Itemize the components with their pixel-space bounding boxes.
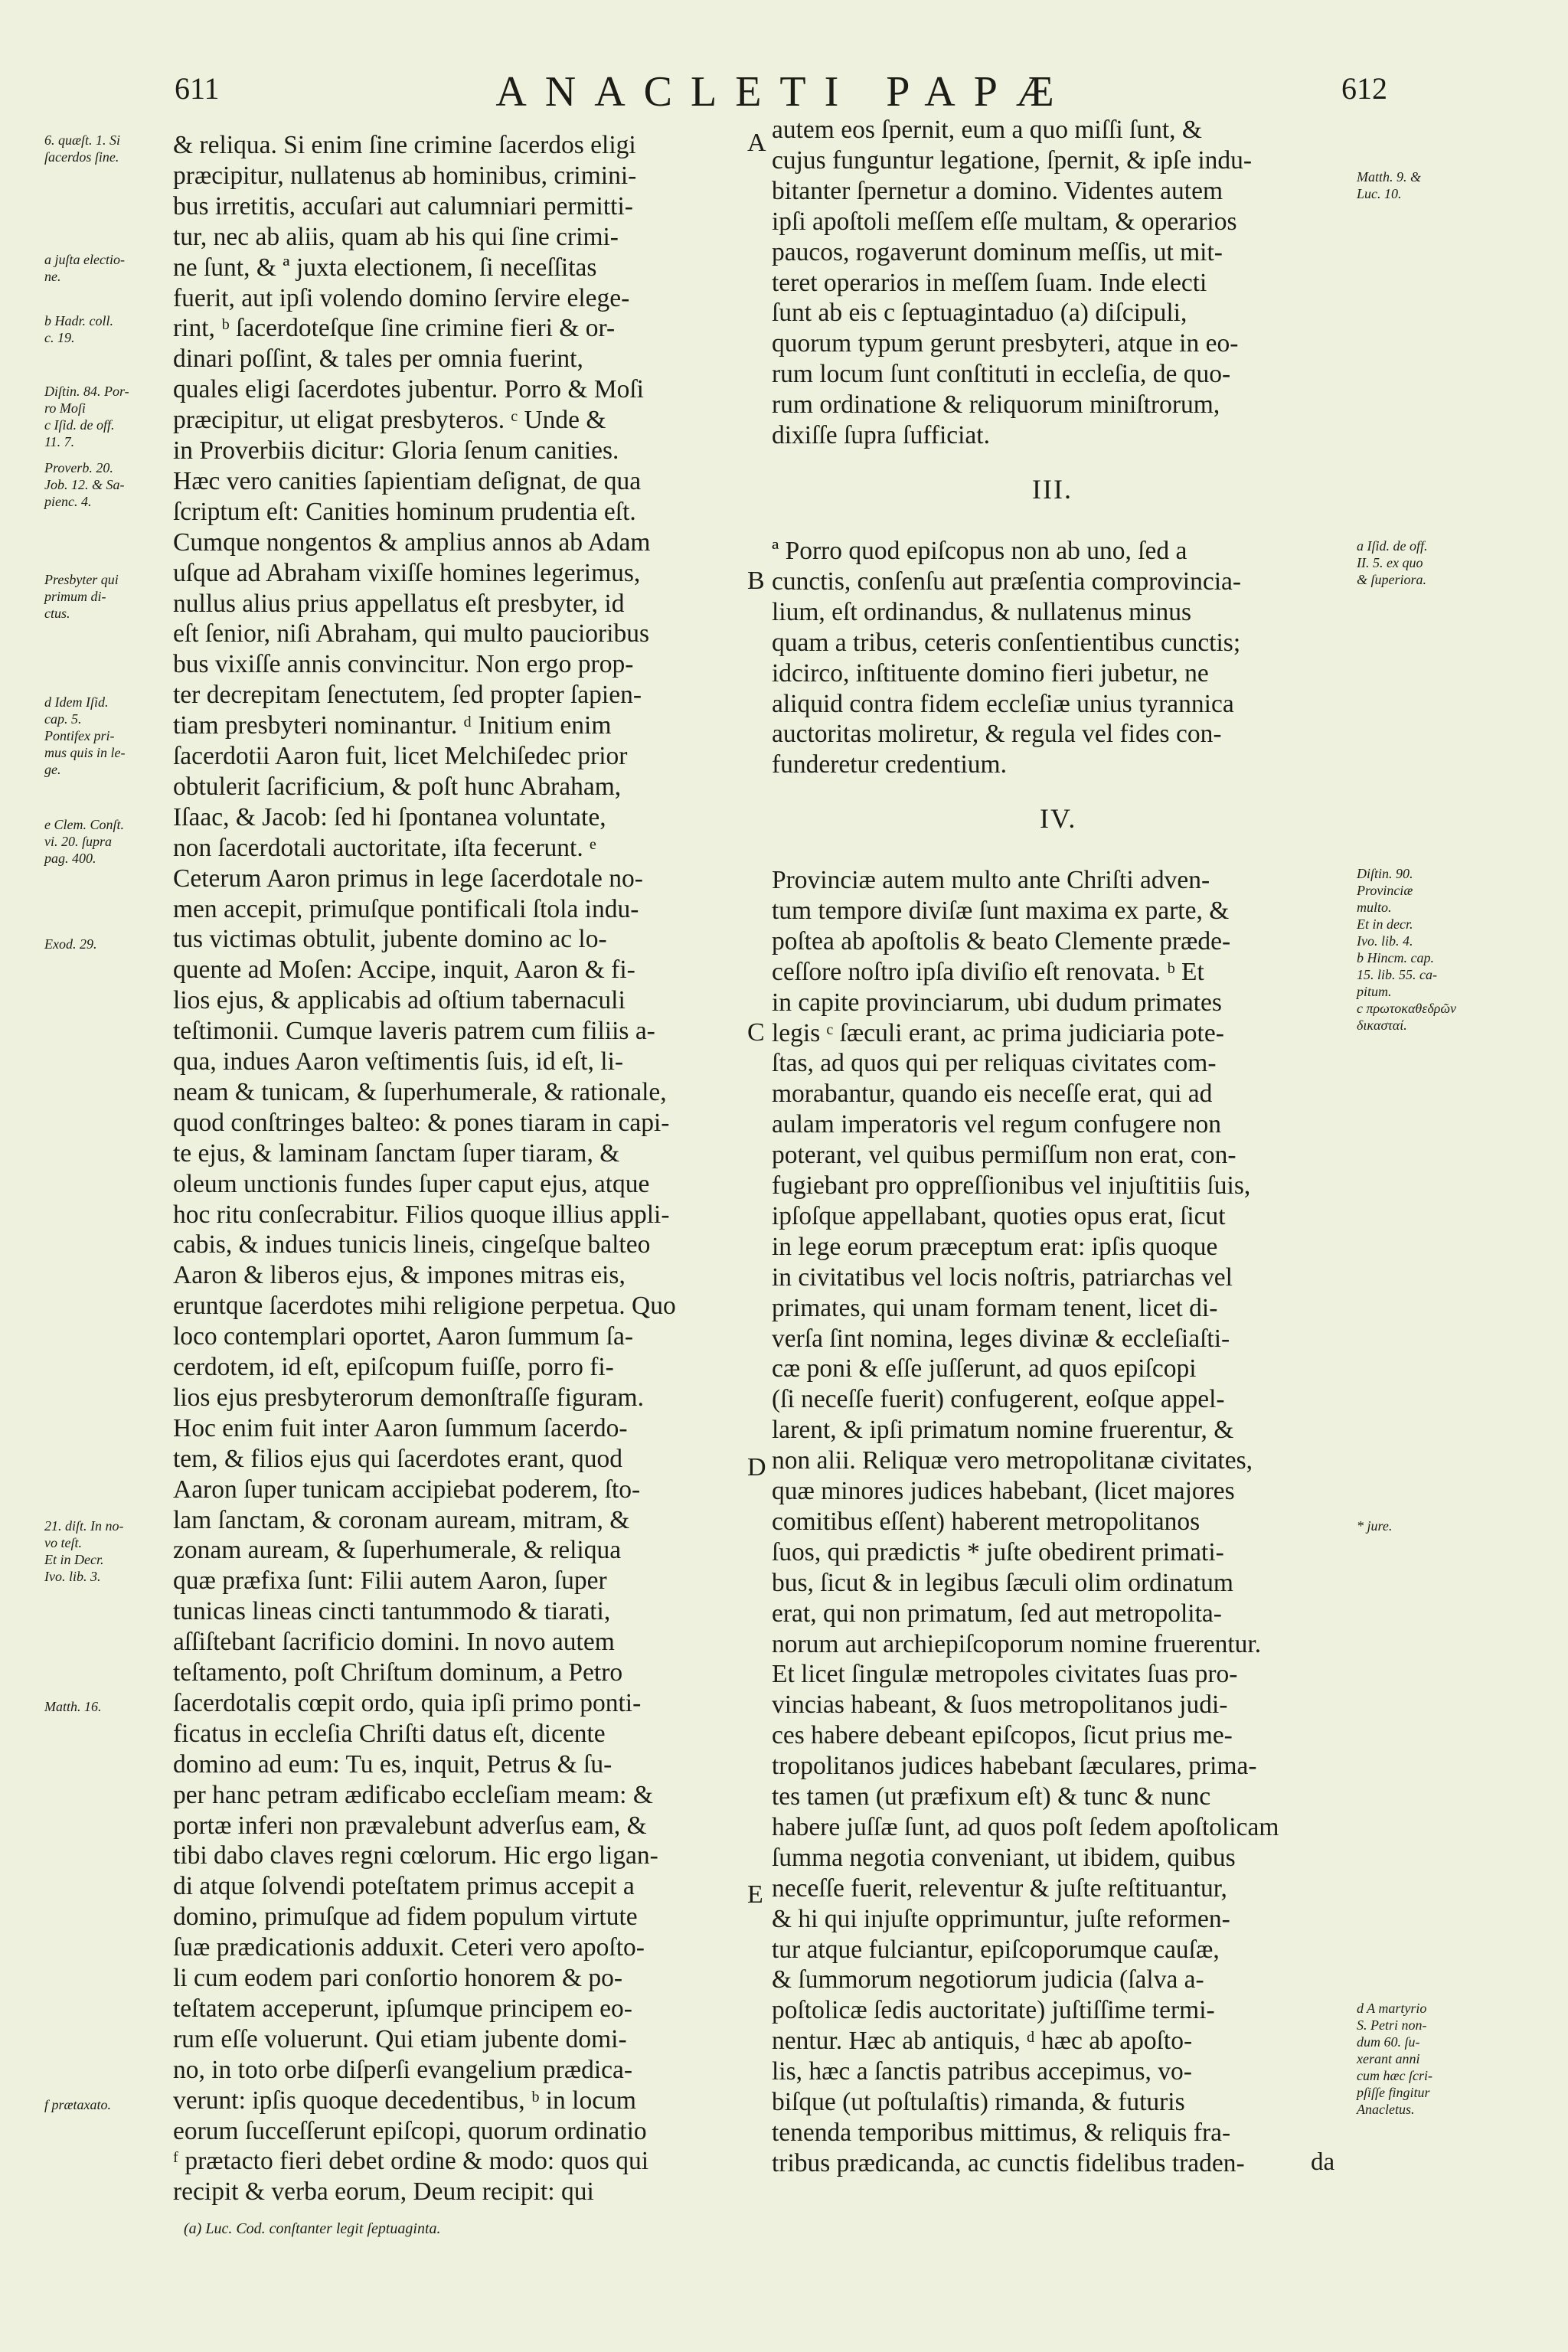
right-margin-note: Diſtin. 90. Provinciæ multo. Et in decr. Ivo. lib. 4. b Hincm. cap. 15. lib. 55. ca- pitum. c πρωτοκαθεδρῶν δικασταί. xyxy=(1357,866,1457,1033)
text-line: verunt: ipſis quoque decedentibus, ᵇ in locum xyxy=(173,2086,636,2115)
text-line: (ſi neceſſe fuerit) confugerent, eoſque appel- xyxy=(772,1385,1225,1414)
text-line: lios ejus presbyterorum demonſtraſſe figuram. xyxy=(173,1383,644,1412)
text-line: ᶠ prætacto fieri debet ordine & modo: quos qui xyxy=(173,2147,649,2176)
text-line: præcipitur, nullatenus ab hominibus, crimini- xyxy=(173,161,637,190)
text-line: obtulerit ſacrificium, & poſt hunc Abraham, xyxy=(173,772,622,801)
text-line: rum ordinatione & reliquorum miniſtrorum, xyxy=(772,390,1220,420)
text-line: rum locum ſunt conſtituti in eccleſia, de quo- xyxy=(772,360,1231,389)
text-line: qua, indues Aaron veſtimentis ſuis, id eſt, li- xyxy=(173,1047,624,1076)
left-margin-note: a juſta electio- ne. xyxy=(44,252,125,284)
text-line: larent, & ipſi primatum nomine fruerentur, & xyxy=(772,1416,1234,1445)
left-margin-note: Diſtin. 84. Por- ro Moſi c Iſid. de off. 11. 7. xyxy=(44,384,129,449)
text-line: rint, ᵇ ſacerdoteſque ſine crimine fieri & or- xyxy=(173,314,616,343)
left-margin-note: Exod. 29. xyxy=(44,936,97,952)
text-line: poſtea ab apoſtolis & beato Clemente præde- xyxy=(772,926,1231,956)
text-line: eſt ſenior, niſi Abraham, qui multo paucioribus xyxy=(173,619,650,648)
text-line: lam ſanctam, & coronam auream, mitram, & xyxy=(173,1505,630,1534)
text-line: ficatus in eccleſia Chriſti datus eſt, dicente xyxy=(173,1719,606,1748)
left-margin-note: f prætaxato. xyxy=(44,2097,112,2112)
text-line: ſtas, ad quos qui per reliquas civitates com- xyxy=(772,1049,1217,1078)
text-line: fugiebant pro oppreſſionibus vel injuſtitiis ſuis, xyxy=(772,1171,1251,1200)
text-line: zonam auream, & ſuperhumerale, & reliqua xyxy=(173,1536,622,1565)
text-line: in Proverbiis dicitur: Gloria ſenum canities. xyxy=(173,436,619,465)
text-line: in capite provinciarum, ubi dudum primates xyxy=(772,988,1222,1017)
text-line: paucos, rogaverunt dominum meſſis, ut mit- xyxy=(772,237,1223,266)
text-line: ipſi apoſtoli meſſem eſſe multam, & operarios xyxy=(772,207,1237,236)
right-margin-note: Matth. 9. & Luc. 10. xyxy=(1357,169,1421,201)
text-line: recipit & verba eorum, Deum recipit: qui xyxy=(173,2177,594,2207)
text-line: dinari poſſint, & tales per omnia fuerint, xyxy=(173,345,583,374)
text-line: di atque ſolvendi poteſtatem primus accepit a xyxy=(173,1872,635,1901)
text-line: Aaron & liberos ejus, & impones mitras eis, xyxy=(173,1261,626,1290)
text-line: tibi dabo claves regni cœlorum. Hic ergo ligan- xyxy=(173,1841,658,1870)
text-line: non alii. Reliquæ vero metropolitanæ civitates, xyxy=(772,1446,1253,1475)
text-line: uſque ad Abraham vixiſſe homines legerimus, xyxy=(173,558,641,587)
text-line: Et licet ſingulæ metropoles civitates ſuas pro- xyxy=(772,1660,1238,1689)
left-margin-note: 21. diſt. In no- vo teſt. Et in Decr. Ivo. lib. 3. xyxy=(44,1518,124,1584)
text-line: eorum ſucceſſerunt epiſcopi, quorum ordinatio xyxy=(173,2116,647,2145)
text-line: auctoritas moliretur, & regula vel fides con- xyxy=(772,720,1222,749)
text-line: tem, & filios ejus qui ſacerdotes erant, quod xyxy=(173,1444,623,1473)
text-line: lios ejus, & applicabis ad oſtium tabernaculi xyxy=(173,986,626,1015)
text-line: nullus alius prius appellatus eſt presbyter, id xyxy=(173,589,625,618)
text-line: no, in toto orbe diſperſi evangelium prædica- xyxy=(173,2055,633,2084)
left-margin-note: Presbyter qui primum di- ctus. xyxy=(44,572,119,621)
text-line: teret operarios in meſſem ſuam. Inde electi xyxy=(772,268,1207,297)
section-heading-3: III. xyxy=(1032,474,1073,505)
text-line: Ceterum Aaron primus in lege ſacerdotale no- xyxy=(173,864,643,893)
text-line: tum tempore diviſæ ſunt maxima ex parte, & xyxy=(772,896,1230,925)
section-heading-4: IV. xyxy=(1040,803,1077,834)
text-line: quam a tribus, ceteris conſentientibus cunctis; xyxy=(772,628,1241,657)
text-line: non ſacerdotali auctoritate, iſta fecerunt. ᵉ xyxy=(173,833,596,862)
left-margin-note: d Idem Iſid. cap. 5. Pontifex pri- mus quis in le- ge. xyxy=(44,694,126,777)
text-line: idcirco, inſtituente domino fieri jubetur, ne xyxy=(772,658,1209,688)
text-line: ipſoſque appellabant, quoties opus erat, ſicut xyxy=(772,1201,1226,1230)
text-line: men accepit, primuſque pontificali ſtola indu- xyxy=(173,894,639,923)
text-line: tunicas lineas cincti tantummodo & tiarati, xyxy=(173,1597,611,1626)
section-letter: C xyxy=(747,1018,765,1047)
text-line: Provinciæ autem multo ante Chriſti adven- xyxy=(772,866,1210,894)
text-line: comitibus eſſent) haberent metropolitanos xyxy=(772,1507,1200,1536)
text-line: in lege eorum præceptum erat: ipſis quoque xyxy=(772,1232,1218,1261)
text-line: habere juſſæ ſunt, ad quos poſt ſedem apoſtolicam xyxy=(772,1812,1279,1841)
text-line: oleum unctionis fundes ſuper caput ejus, atque xyxy=(173,1169,650,1198)
text-line: quales eligi ſacerdotes jubentur. Porro & Moſi xyxy=(173,375,644,404)
text-line: legis ᶜ ſæculi erant, ac prima judiciaria pote- xyxy=(772,1018,1224,1047)
text-line: lis, hæc a ſanctis patribus accepimus, vo- xyxy=(772,2057,1192,2086)
text-line: funderetur credentium. xyxy=(772,750,1007,779)
text-line: & reliqua. Si enim ſine crimine ſacerdos eligi xyxy=(173,131,636,159)
left-margin-note: e Clem. Conſt. vi. 20. ſupra pag. 400. xyxy=(44,817,124,866)
text-line: teſtatem acceperunt, ipſumque principem eo- xyxy=(173,1994,632,2023)
text-line: tribus prædicanda, ac cunctis fidelibus traden- xyxy=(772,2148,1245,2177)
text-line: portæ inferi non prævalebunt adverſus eam, & xyxy=(173,1811,647,1840)
text-line: poterant, vel quibus permiſſum non erat, con- xyxy=(772,1141,1236,1170)
text-line: ſuos, qui prædictis * juſte obedirent primati- xyxy=(772,1537,1224,1566)
text-line: ne ſunt, & ª juxta electionem, ſi neceſſitas xyxy=(173,253,597,282)
text-line: præcipitur, ut eligat presbyteros. ᶜ Unde & xyxy=(173,406,606,435)
right-margin-note: * jure. xyxy=(1357,1518,1393,1534)
section-letter: A xyxy=(747,129,766,157)
left-margin-note: Proverb. 20. Job. 12. & Sa- pienc. 4. xyxy=(44,460,125,509)
catchword: da xyxy=(1311,2148,1335,2176)
text-line: Cumque nongentos & amplius annos ab Adam xyxy=(173,528,651,557)
text-line: verſa ſint nomina, leges divinæ & eccleſiaſti- xyxy=(772,1324,1230,1353)
text-line: biſque (ut poſtulaſtis) rimanda, & futuris xyxy=(772,2088,1185,2116)
text-line: ſumma negotia conveniant, ut ibidem, quibus xyxy=(772,1843,1236,1872)
text-line: Iſaac, & Jacob: ſed hi ſpontanea voluntate, xyxy=(173,802,606,831)
text-line: tur, nec ab aliis, quam ab his qui ſine crimi- xyxy=(173,222,619,251)
text-line: cæ poni & eſſe juſſerunt, ad quos epiſcopi xyxy=(772,1354,1197,1383)
text-line: tiam presbyteri nominantur. ᵈ Initium enim xyxy=(173,711,612,740)
text-line: Aaron ſuper tunicam accipiebat poderem, ſto- xyxy=(173,1475,641,1504)
text-line: norum aut archiepiſcoporum nomine fruerentur. xyxy=(772,1629,1262,1658)
text-line: per hanc petram ædificabo eccleſiam meam: & xyxy=(173,1780,653,1809)
text-line: hoc ritu conſecrabitur. Filios quoque illius appli- xyxy=(173,1200,670,1229)
section-letter: B xyxy=(747,567,765,595)
text-line: lium, eſt ordinandus, & nullatenus minus xyxy=(772,597,1192,626)
left-margin-note: b Hadr. coll. c. 19. xyxy=(44,313,113,345)
text-line: fuerit, aut ipſi volendo domino ſervire elege- xyxy=(173,283,630,312)
text-line: erat, qui non primatum, ſed aut metropolita- xyxy=(772,1599,1222,1628)
text-line: domino ad eum: Tu es, inquit, Petrus & ſu- xyxy=(173,1749,612,1779)
page-number-left: 611 xyxy=(175,71,220,106)
text-line: nentur. Hæc ab antiquis, ᵈ hæc ab apoſto- xyxy=(772,2027,1193,2056)
left-margin-note: Matth. 16. xyxy=(44,1699,102,1714)
text-line: neceſſe fuerit, releventur & juſte reſtituantur, xyxy=(772,1873,1227,1903)
text-line: bus vixiſſe annis convincitur. Non ergo prop- xyxy=(173,650,634,679)
text-line: te ejus, & laminam ſanctam ſuper tiaram, & xyxy=(173,1138,620,1168)
text-line: quæ præfixa ſunt: Filii autem Aaron, ſuper xyxy=(173,1566,607,1596)
text-line: ces habere debeant epiſcopos, ſicut prius me- xyxy=(772,1721,1233,1750)
text-line: & ſummorum negotiorum judicia (ſalva a- xyxy=(772,1965,1204,1994)
text-line: ter decrepitam ſenectutem, ſed propter ſapien- xyxy=(173,681,642,710)
text-line: vincias habeant, & ſuos metropolitanos judi- xyxy=(772,1690,1228,1720)
text-line: tenenda temporibus mittimus, & reliquis fra- xyxy=(772,2118,1231,2147)
text-line: ſuæ prædicationis adduxit. Ceteri vero apoſto- xyxy=(173,1933,645,1962)
right-margin-note: a Iſid. de off. II. 5. ex quo & ſuperiora. xyxy=(1357,538,1428,587)
text-line: Hoc enim fuit inter Aaron ſummum ſacerdo- xyxy=(173,1413,628,1442)
text-line: aulam imperatoris vel regum confugere non xyxy=(772,1110,1221,1139)
text-line: ceſſore noſtro ipſa diviſio eſt renovata. ᵇ Et xyxy=(772,957,1204,986)
text-line: tropolitanos judices habebant ſæculares, prima- xyxy=(772,1752,1257,1781)
text-line: cunctis, conſenſu aut præſentia comprovincia- xyxy=(772,567,1242,596)
text-line: quod conſtringes balteo: & pones tiaram in capi- xyxy=(173,1108,670,1137)
text-line: in civitatibus vel locis noſtris, patriarchas vel xyxy=(772,1263,1233,1292)
text-line: & hi qui injuſte opprimuntur, juſte reformen- xyxy=(772,1904,1230,1933)
section-letter: D xyxy=(747,1453,766,1481)
text-line: bus, ſicut & in legibus ſæculi olim ordinatum xyxy=(772,1568,1233,1597)
text-line: ª Porro quod epiſcopus non ab uno, ſed a xyxy=(772,537,1187,565)
text-line: ſcriptum eſt: Canities hominum prudentia eſt. xyxy=(173,497,636,526)
text-line: eruntque ſacerdotes mihi religione perpetua. Quo xyxy=(173,1292,676,1321)
text-line: tur atque fulciantur, epiſcoporumque cauſæ, xyxy=(772,1935,1220,1964)
text-line: cabis, & indues tunicis lineis, cingeſque balteo xyxy=(173,1230,651,1259)
text-line: tus victimas obtulit, jubente domino ac lo- xyxy=(173,925,607,954)
text-line: li cum eodem pari conſortio honorem & po- xyxy=(173,1964,623,1992)
text-line: Hæc vero canities ſapientiam deſignat, de qua xyxy=(173,466,642,495)
text-line: morabantur, quando eis neceſſe erat, qui ad xyxy=(772,1080,1213,1109)
text-line: tes tamen (ut præfixum eſt) & tunc & nunc xyxy=(772,1782,1211,1811)
text-line: cerdotem, id eſt, epiſcopum fuiſſe, porro fi- xyxy=(173,1353,614,1381)
page-number-right: 612 xyxy=(1341,71,1387,106)
right-margin-note: d A martyrio S. Petri non- dum 60. ſu- xerant anni cum hæc ſcri- pſiſſe fingitur Anacletus. xyxy=(1357,2001,1432,2117)
text-line: bitanter ſpernetur a domino. Videntes autem xyxy=(772,176,1223,205)
text-line: teſtamento, poſt Chriſtum dominum, a Petro xyxy=(173,1658,623,1687)
left-margin-note: 6. quæſt. 1. Si ſacerdos ſine. xyxy=(44,132,121,165)
text-line: domino, primuſque ad fidem populum virtute xyxy=(173,1903,638,1932)
running-title: ANACLETI PAPÆ xyxy=(495,68,1073,116)
text-line: poſtolicæ ſedis auctoritate) juſtiſſime termi- xyxy=(772,1996,1215,2025)
footnote: (a) Luc. Cod. conſtanter legit ſeptuaginta. xyxy=(184,2220,441,2237)
text-line: cujus funguntur legatione, ſpernit, & ipſe indu- xyxy=(772,145,1253,175)
text-line: quente ad Moſen: Accipe, inquit, Aaron & fi- xyxy=(173,956,635,985)
text-line: loco contemplari oportet, Aaron ſummum ſa- xyxy=(173,1322,633,1351)
text-line: aliquid contra fidem eccleſiæ unius tyrannica xyxy=(772,689,1234,718)
text-line: primates, qui unam formam tenent, licet di- xyxy=(772,1293,1218,1322)
text-line: quæ minores judices habebant, (licet majores xyxy=(772,1477,1235,1505)
text-line: rum eſſe voluerunt. Qui etiam jubente domi- xyxy=(173,2024,627,2053)
text-line: bus irretitis, accuſari aut calumniari permitti- xyxy=(173,191,633,220)
text-line: ſacerdotalis cœpit ordo, quia ipſi primo ponti- xyxy=(173,1688,642,1717)
text-line: neam & tunicam, & ſuperhumerale, & rationale, xyxy=(173,1077,667,1106)
text-line: aſſiſtebant ſacrificio domini. In novo autem xyxy=(173,1628,615,1657)
text-line: ſacerdotii Aaron fuit, licet Melchiſedec prior xyxy=(173,742,628,770)
section-letter: E xyxy=(747,1880,763,1909)
text-line: quorum typum gerunt presbyteri, atque in eo- xyxy=(772,329,1239,358)
text-line: ſunt ab eis c ſeptuagintaduo (a) diſcipuli, xyxy=(772,299,1187,328)
text-line: autem eos ſpernit, eum a quo miſſi ſunt, & xyxy=(772,116,1202,144)
text-line: teſtimonii. Cumque laveris patrem cum filiis a- xyxy=(173,1017,655,1046)
text-line: dixiſſe ſupra ſufficiat. xyxy=(772,421,990,449)
